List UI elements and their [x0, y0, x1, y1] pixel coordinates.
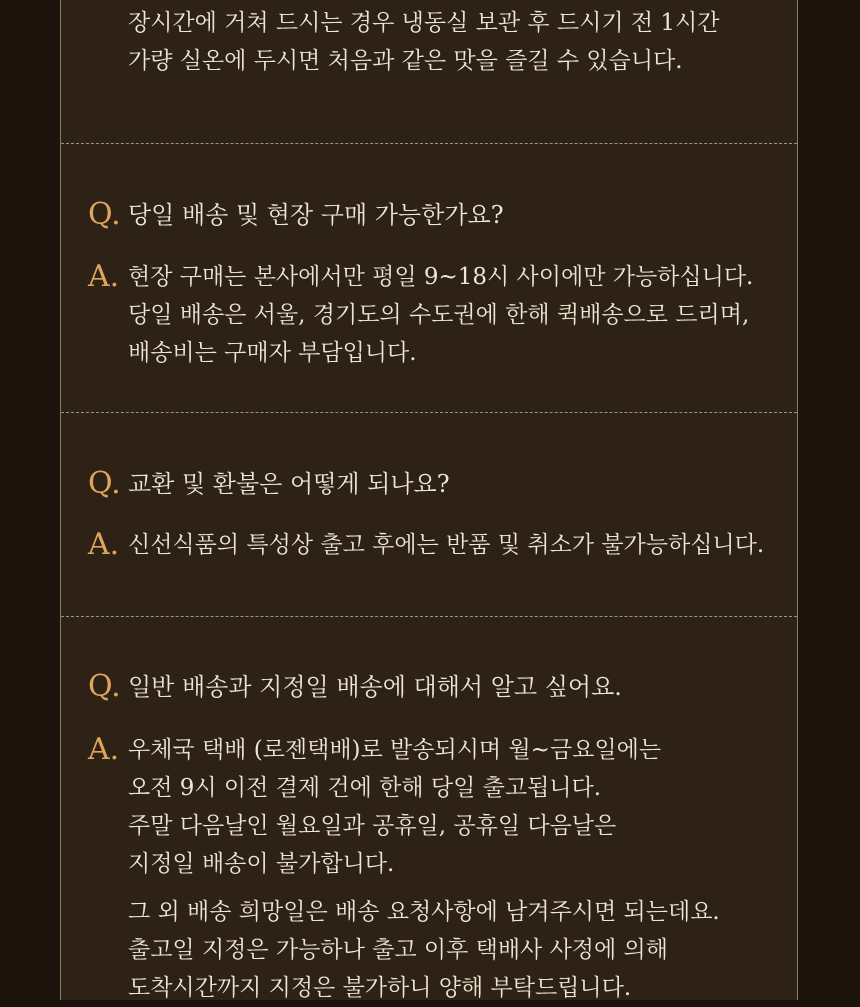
answer-text	[128, 731, 720, 1007]
question-prefix: Q.	[88, 197, 121, 232]
faq-divider	[61, 616, 797, 617]
faq-divider	[61, 412, 797, 413]
answer-line: 가량 실온에 두시면 처음과 같은 맛을 즐길 수 있습니다.	[128, 48, 683, 74]
question-text: 교환 및 환불은 어떻게 되나요?	[128, 470, 450, 498]
answer-text	[128, 526, 764, 564]
answer-line: 도착시간까지 지정은 불가하니 양해 부탁드립니다.	[128, 975, 632, 1001]
answer-line: 배송비는 구매자 부담입니다.	[128, 340, 417, 366]
question-prefix: Q.	[88, 669, 121, 704]
answer-line: 당일 배송은 서울, 경기도의 수도권에 한해 퀵배송으로 드리며,	[128, 302, 750, 328]
answer-line: 우체국 택배 (로젠택배)로 발송되시며 월~금요일에는	[128, 737, 662, 763]
answer-text	[128, 258, 753, 372]
answer-line: 오전 9시 이전 결제 건에 한해 당일 출고됩니다.	[128, 775, 602, 801]
question-text: 당일 배송 및 현장 구매 가능한가요?	[128, 201, 504, 229]
faq-divider	[61, 143, 797, 144]
left-margin	[0, 0, 60, 1000]
question-text: 일반 배송과 지정일 배송에 대해서 알고 싶어요.	[128, 673, 622, 701]
right-margin	[800, 0, 860, 1000]
question-prefix: Q.	[88, 466, 121, 501]
answer-paragraph-gap	[128, 883, 720, 893]
answer-prefix: A.	[88, 259, 120, 294]
answer-line: 장시간에 거쳐 드시는 경우 냉동실 보관 후 드시기 전 1시간	[128, 10, 720, 36]
answer-line: 지정일 배송이 불가합니다.	[128, 851, 395, 877]
answer-text	[128, 4, 719, 80]
answer-line: 신선식품의 특성상 출고 후에는 반품 및 취소가 불가능하십니다.	[128, 532, 765, 558]
answer-line: 그 외 배송 희망일은 배송 요청사항에 남겨주시면 되는데요.	[128, 899, 720, 925]
answer-prefix: A.	[88, 732, 120, 767]
faq-panel	[60, 0, 798, 1000]
answer-line: 현장 구매는 본사에서만 평일 9~18시 사이에만 가능하십니다.	[128, 264, 754, 290]
answer-line: 출고일 지정은 가능하나 출고 이후 택배사 사정에 의해	[128, 937, 668, 963]
answer-prefix: A.	[88, 527, 120, 562]
answer-line: 주말 다음날인 월요일과 공휴일, 공휴일 다음날은	[128, 813, 617, 839]
